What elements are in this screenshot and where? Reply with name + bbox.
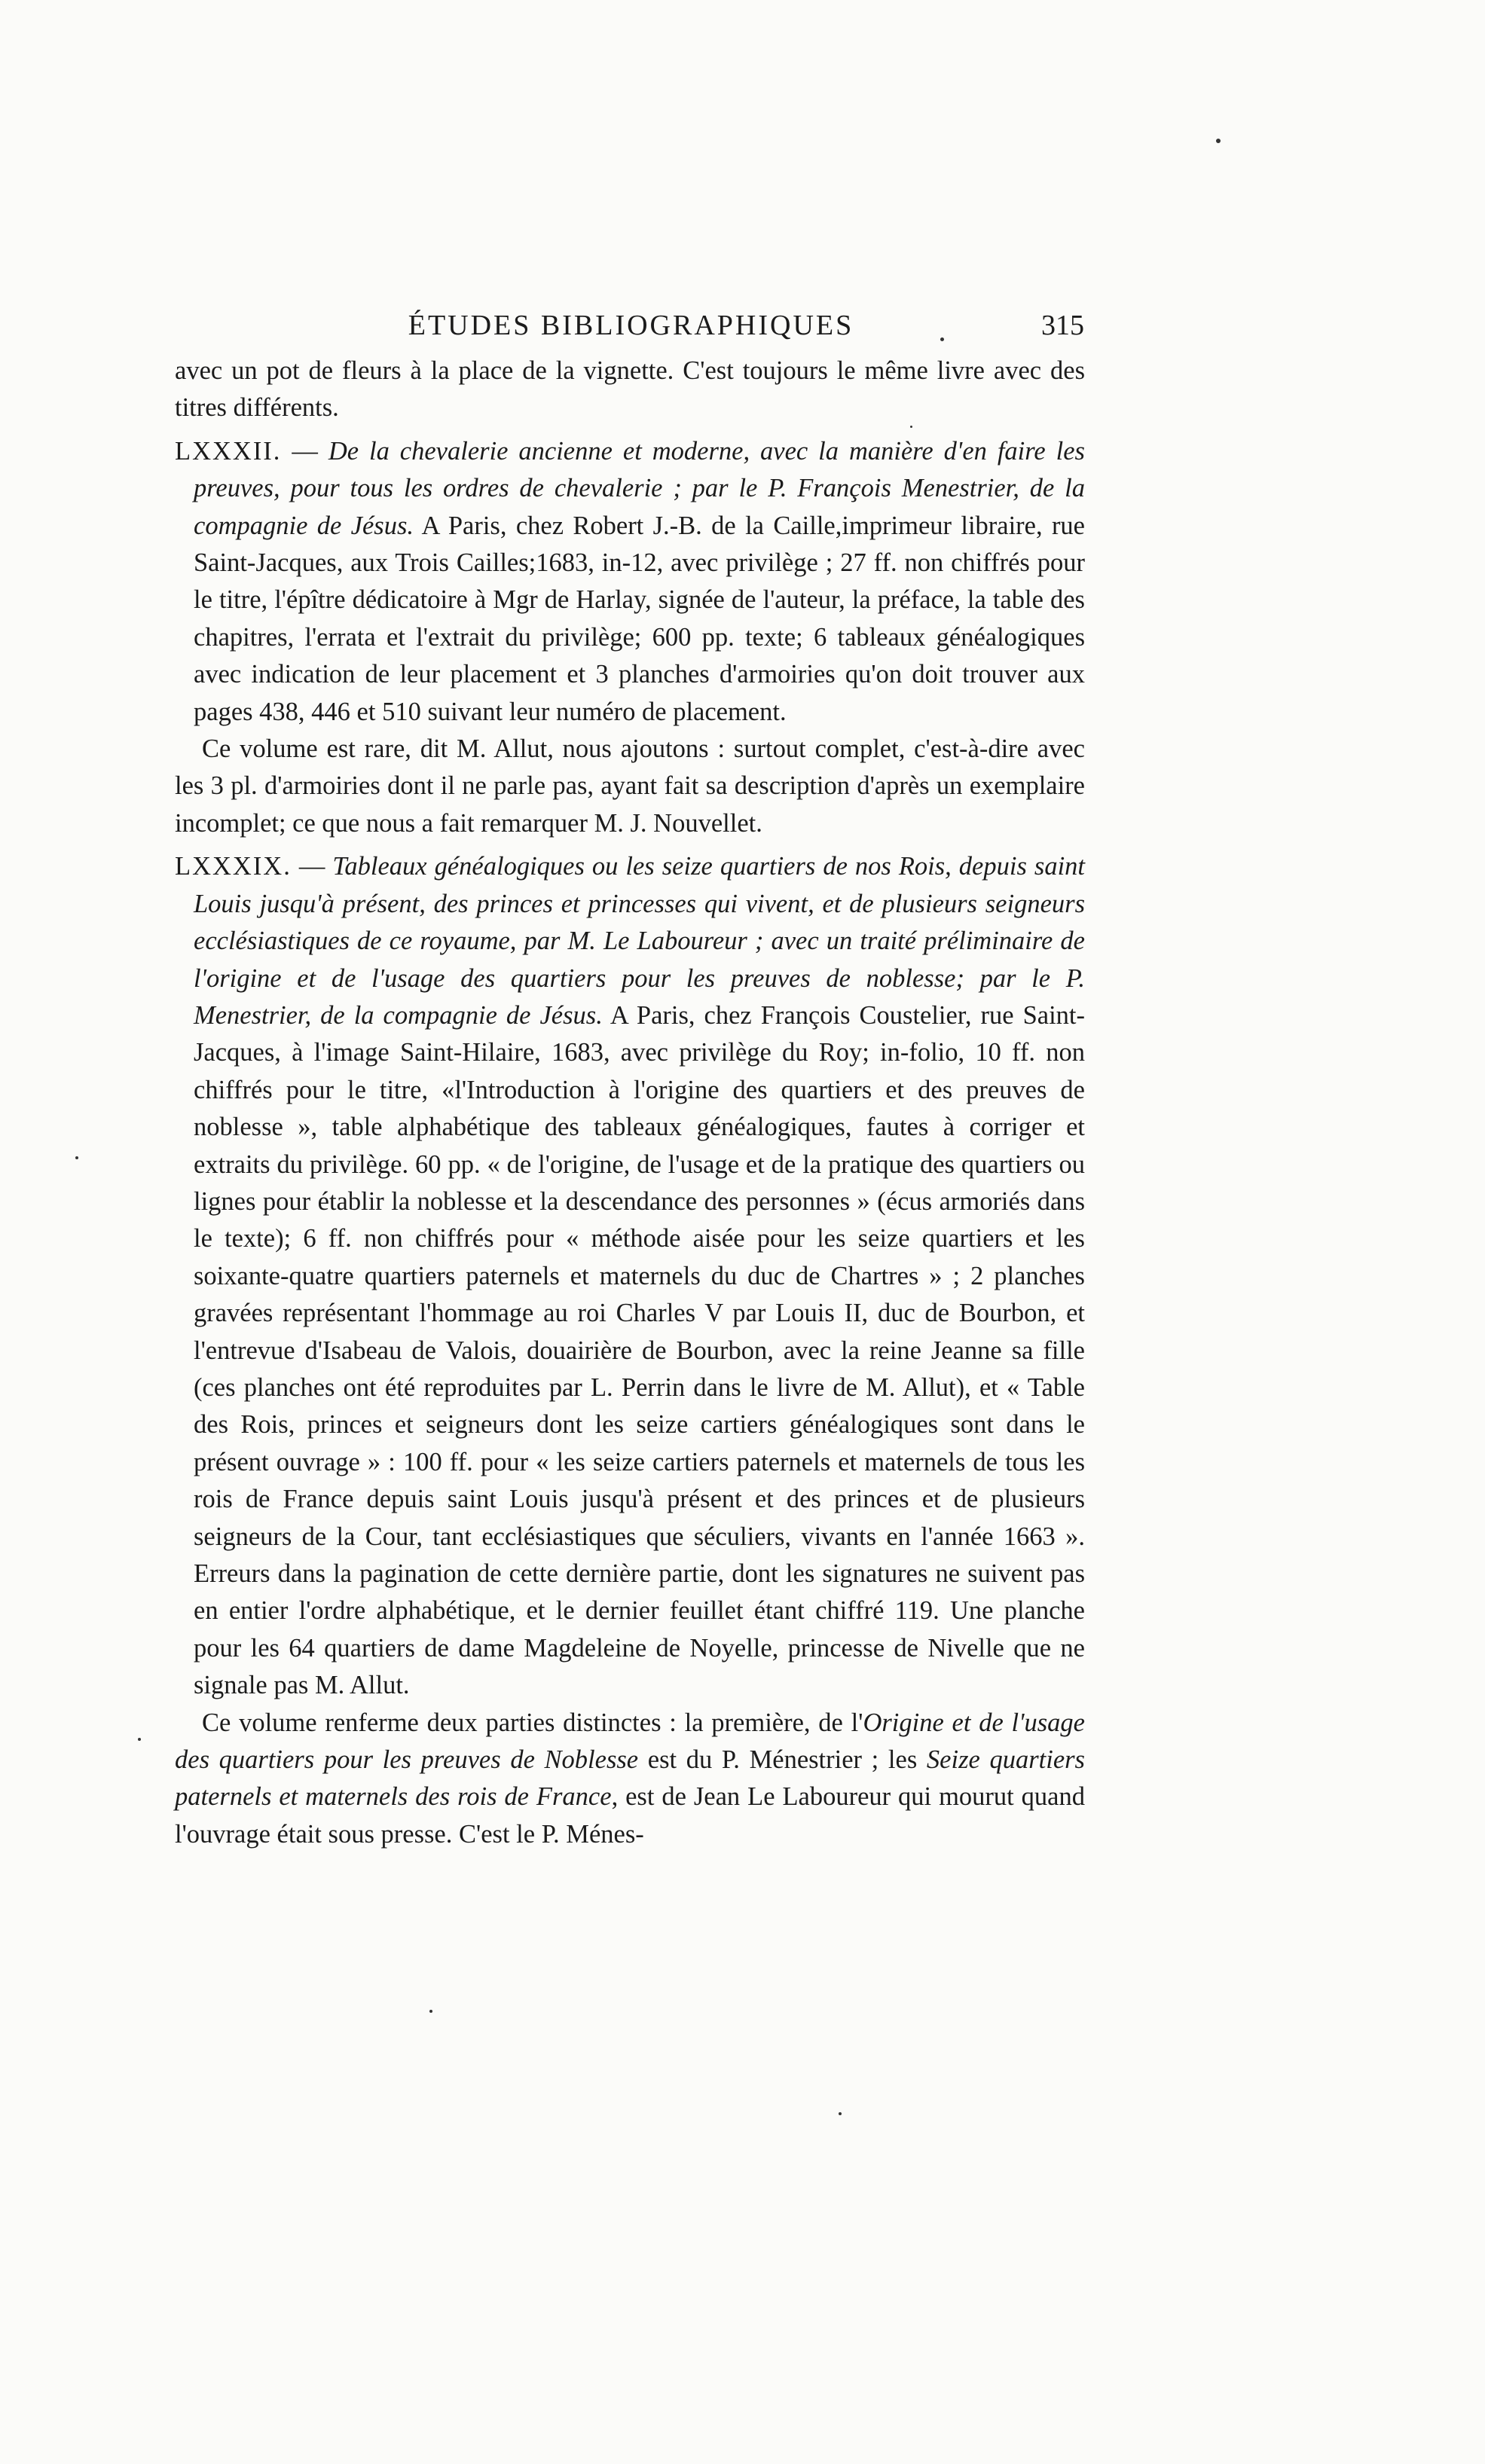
- scan-speck: [138, 1738, 141, 1741]
- entry-number: LXXXII.: [175, 436, 282, 466]
- page-number: 315: [1041, 310, 1084, 341]
- entry-details: A Paris, chez François Coustelier, rue Saint-Jacques, à l'image Saint-Hilaire, 1683, avec privilège du Roy; in-folio, 10 ff. non chiffrés pour le titre, «l'Introduction à l'origine des quartiers et des preuves de noblesse », table alphabétique des tableaux généalogiques, fautes à corriger et extraits du privilège. 60 pp. « de l'origine, de l'usage et de la pratique des quartiers ou lignes pour établir la noblesse et la descendance des personnes » (écus armoriés dans le texte); 6 ff. non chiffrés pour « méthode aisée pour les seize quartiers et les soixante-quatre quartiers paternels et maternels du duc de Chartres » ; 2 planches gravées représentant l'hommage au roi Charles V par Louis II, duc de Bourbon, et l'entrevue d'Isabeau de Valois, douairière de Bourbon, avec la reine Jeanne sa fille (ces planches ont été reproduites par L. Perrin dans le livre de M. Allut), et « Table des Rois, princes et seigneurs dont les seize cartiers généalogiques sont dans le présent ouvrage » : 100 ff. pour « les seize cartiers paternels et maternels de tous les rois de France depuis saint Louis jusqu'à présent et des princes et de plusieurs seigneurs de la Cour, tant ecclésiastiques que séculiers, vivants en l'année 1663 ». Erreurs dans la pagination de cette dernière partie, dont les signatures ne suivent pas en entier l'ordre alphabétique, et le dernier feuillet étant chiffré 119. Une planche pour les 64 quartiers de dame Magdeleine de Noyelle, princesse de Nivelle que ne signale pas M. Allut.: [194, 1000, 1086, 1700]
- final-text-3: , est de Jean Le Laboureur qui mourut quand l'ouvrage était sous presse. C'est le P. Ménes-: [175, 1782, 1085, 1849]
- entry-lxxxix: [175, 848, 1085, 1704]
- entry-details: A Paris, chez Robert J.-B. de la Caille,imprimeur libraire, rue Saint-Jacques, aux Trois Cailles;1683, in-12, avec privilège ; 27 ff. non chiffrés pour le titre, l'épître dédicatoire à Mgr de Harlay, signée de l'auteur, la préface, la table des chapitres, l'errata et l'extrait du privilège; 600 pp. texte; 6 tableaux généalogiques avec indication de leur placement et 3 planches d'armoiries qu'on doit trouver aux pages 438, 446 et 510 suivant leur numéro de placement.: [194, 511, 1085, 726]
- entry-title: De la chevalerie ancienne et moderne, avec la manière d'en faire les preuves, pour tous les ordres de chevalerie ; par le P. François Menestrier, de la compagnie de Jésus.: [194, 436, 1085, 540]
- page-header: [178, 303, 1084, 348]
- continuation-paragraph: avec un pot de fleurs à la place de la vignette. C'est toujours le même livre avec des titres différents.: [175, 356, 1085, 423]
- entry-number: LXXXIX.: [175, 852, 292, 881]
- scan-speck: [75, 1156, 78, 1159]
- entry-title: Tableaux généalogiques ou les seize quartiers de nos Rois, depuis saint Louis jusqu'à présent, des princes et princesses qui vivent, et de plusieurs seigneurs ecclésiastiques de ce royaume, par M. Le Laboureur ; avec un traité préliminaire de l'origine et de l'usage des quartiers pour les preuves de noblesse; par le P. Menestrier, de la compagnie de Jésus.: [194, 852, 1085, 1030]
- final-italic-2: Seize quartiers paternels et maternels des rois de France: [175, 1745, 1085, 1812]
- entry-dash: —: [291, 852, 333, 881]
- running-title: ÉTUDES BIBLIOGRAPHIQUES: [408, 310, 854, 341]
- entry-dash: —: [281, 436, 328, 466]
- scan-speck: [1216, 139, 1221, 143]
- scan-speck: [429, 2010, 432, 2013]
- scan-speck: [839, 2112, 842, 2115]
- entry-lxxxii: [175, 433, 1085, 731]
- final-paragraph: [175, 1705, 1085, 1854]
- scan-speck: [940, 337, 944, 341]
- final-italic-1: Origine et de l'usage des quartiers pour les preuves de Noblesse: [175, 1708, 1085, 1775]
- final-text-2: est du P. Ménestrier ; les: [638, 1745, 927, 1775]
- final-text-1: Ce volume renferme deux parties distinctes : la première, de l': [202, 1708, 863, 1737]
- main-text: [175, 353, 1085, 1853]
- scan-speck: [910, 426, 912, 428]
- entry-note: Ce volume est rare, dit M. Allut, nous ajoutons : surtout complet, c'est-à-dire avec les 3 pl. d'armoiries dont il ne parle pas, ayant fait sa description d'après un exemplaire incomplet; ce que nous a fait remarquer M. J. Nouvellet.: [175, 734, 1085, 838]
